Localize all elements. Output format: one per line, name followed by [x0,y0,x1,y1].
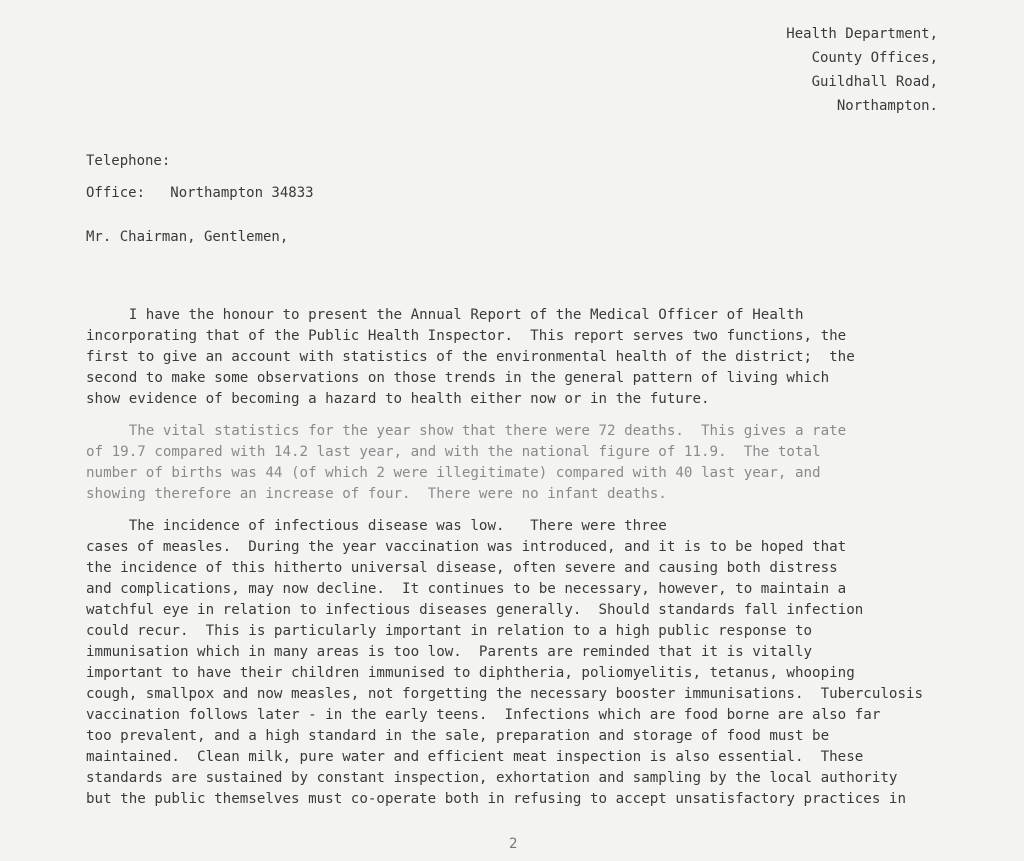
paragraph-line: show evidence of becoming a hazard to health either now or in the future. [86,391,710,407]
paragraph-line: but the public themselves must co-operate both in refusing to accept unsatisfactory practices in [86,791,906,807]
salutation: Mr. Chairman, Gentlemen, [86,229,289,245]
paragraph-line: immunisation which in many areas is too low. Parents are reminded that it is vitally [86,644,813,660]
paragraph-line: of 19.7 compared with 14.2 last year, and with the national figure of 11.9. The total [86,444,821,460]
address-line-2: County Offices, [811,50,938,66]
paragraph-line: second to make some observations on those trends in the general pattern of living which [86,370,830,386]
page-number: 2 [509,836,518,852]
paragraph-line: the incidence of this hitherto universal disease, often severe and causing both distress [86,560,838,576]
paragraph-line: too prevalent, and a high standard in the sale, preparation and storage of food must be [86,728,830,744]
paragraph-introduction [86,305,936,410]
telephone-label: Telephone: [86,153,171,169]
paragraph-vital-statistics [86,421,936,505]
paragraph-line: and complications, may now decline. It continues to be necessary, however, to maintain a [86,581,847,597]
paragraph-line: The incidence of infectious disease was low. There were three [86,518,667,534]
paragraph-line: could recur. This is particularly important in relation to a high public response to [86,623,813,639]
address-line-3: Guildhall Road, [811,74,938,90]
paragraph-line: standards are sustained by constant inspection, exhortation and sampling by the local authority [86,770,898,786]
paragraph-line: I have the honour to present the Annual Report of the Medical Officer of Health [86,307,804,323]
paragraph-line: maintained. Clean milk, pure water and efficient meat inspection is also essential. These [86,749,864,765]
address-line-4: Northampton. [836,98,938,114]
paragraph-line: vaccination follows later - in the early teens. Infections which are food borne are also far [86,707,881,723]
paragraph-line: cases of measles. During the year vaccination was introduced, and it is to be hoped that [86,539,847,555]
paragraph-line: first to give an account with statistics of the environmental health of the district; the [86,349,855,365]
paragraph-line: The vital statistics for the year show that there were 72 deaths. This gives a rate [86,423,847,439]
letterhead-address [786,22,938,118]
paragraph-line: cough, smallpox and now measles, not forgetting the necessary booster immunisations. Tuberculosis [86,686,924,702]
office-telephone: Office: Northampton 34833 [86,185,314,201]
paragraph-line: number of births was 44 (of which 2 were illegitimate) compared with 40 last year, and [86,465,821,481]
paragraph-line: important to have their children immunised to diphtheria, poliomyelitis, tetanus, whooping [86,665,855,681]
telephone-block [86,145,314,209]
address-line-1: Health Department, [786,26,938,42]
paragraph-line: showing therefore an increase of four. There were no infant deaths. [86,486,667,502]
paragraph-infectious-disease [86,516,936,810]
paragraph-line: watchful eye in relation to infectious diseases generally. Should standards fall infection [86,602,864,618]
paragraph-line: incorporating that of the Public Health Inspector. This report serves two functions, the [86,328,847,344]
